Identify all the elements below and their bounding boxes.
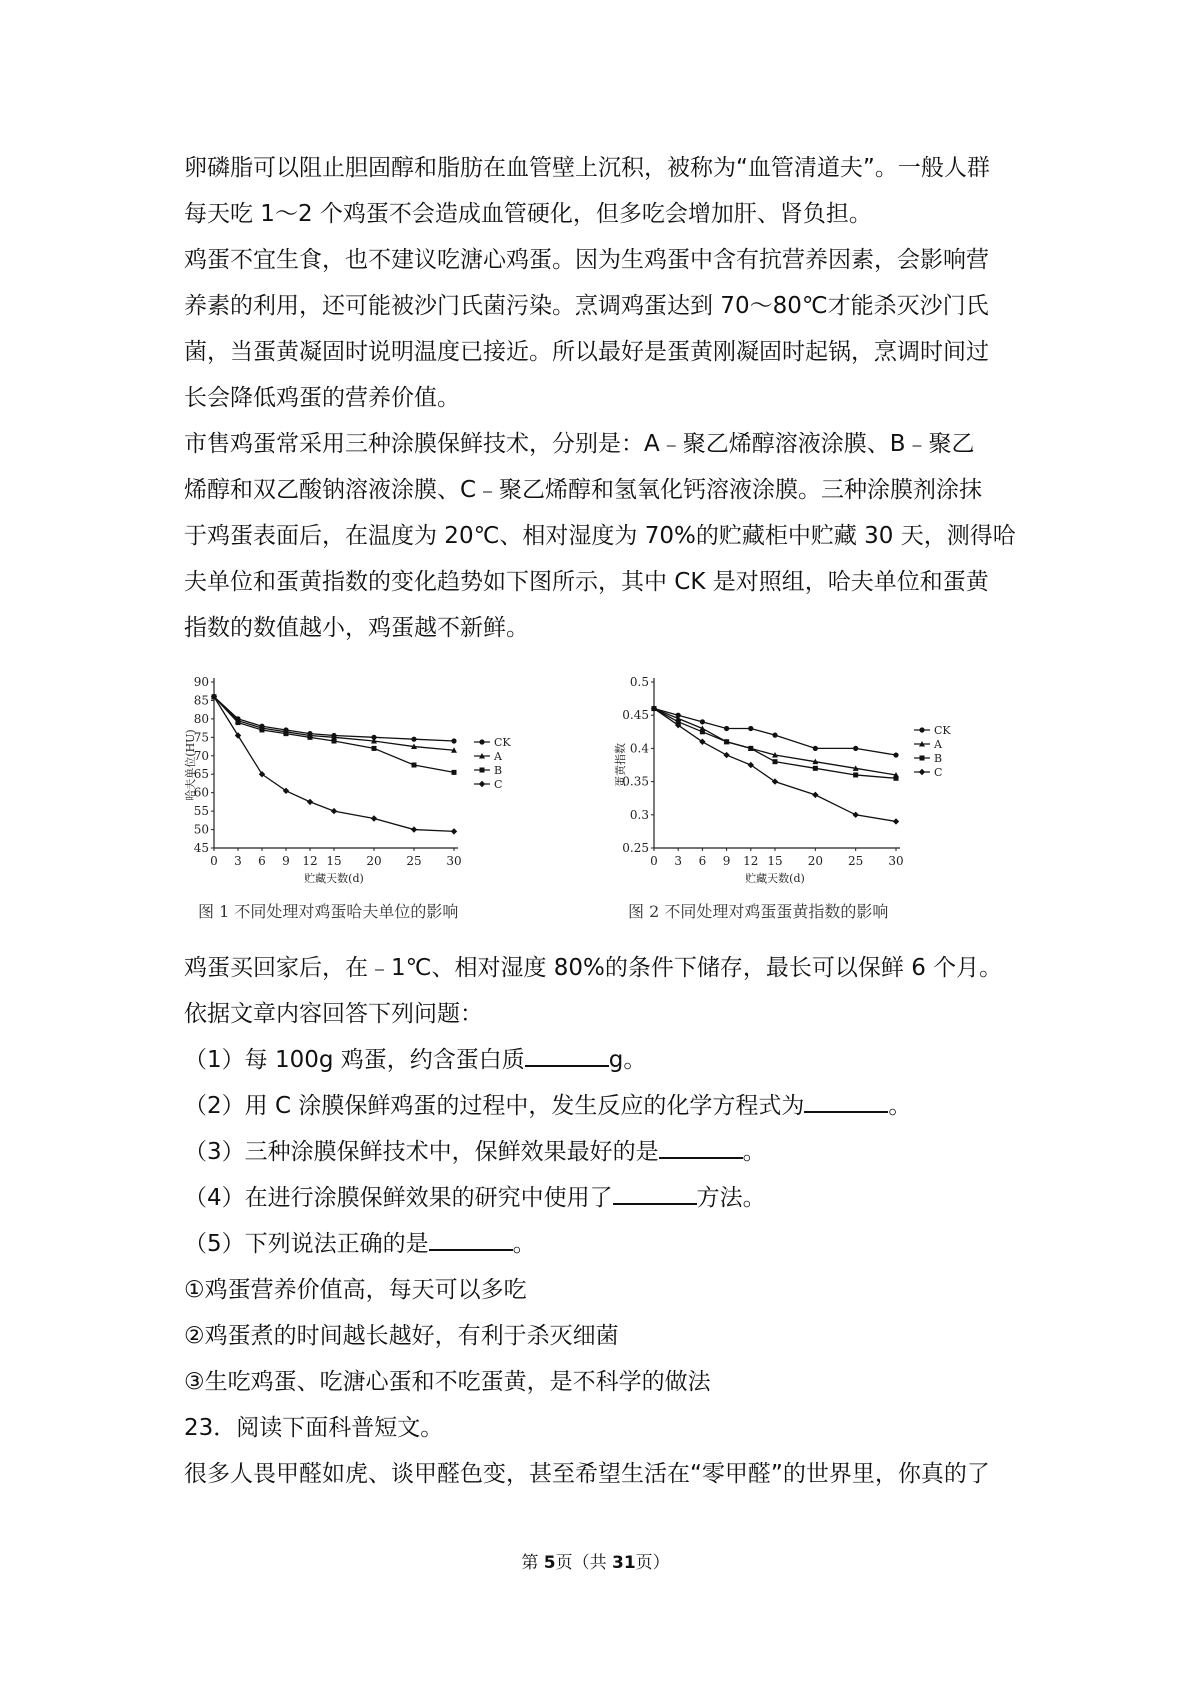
data-point bbox=[920, 756, 925, 761]
data-point bbox=[284, 731, 289, 736]
x-tick-label: 12 bbox=[743, 854, 759, 868]
data-point bbox=[724, 739, 729, 744]
option-3: ③生吃鸡蛋、吃溏心蛋和不吃蛋黄，是不科学的做法 bbox=[184, 1369, 711, 1395]
data-point bbox=[372, 746, 377, 751]
data-point bbox=[480, 768, 485, 773]
data-point bbox=[773, 759, 778, 764]
y-tick-label: 0.3 bbox=[629, 807, 649, 822]
x-tick-label: 6 bbox=[258, 854, 266, 868]
paragraph-line: 长会降低鸡蛋的营养价值。 bbox=[184, 385, 460, 411]
question-1-suffix: g。 bbox=[608, 1047, 647, 1073]
y-tick-label: 60 bbox=[193, 785, 209, 800]
y-tick-label: 80 bbox=[193, 711, 209, 726]
x-tick-label: 30 bbox=[888, 854, 904, 868]
paragraph-line: 卵磷脂可以阻止胆固醇和脂肪在血管壁上沉积，被称为“血管清道夫”。一般人群 bbox=[184, 155, 990, 181]
y-tick-label: 65 bbox=[193, 767, 209, 782]
data-point bbox=[260, 727, 265, 732]
data-point bbox=[371, 815, 377, 821]
figure-1-caption: 图 1 不同处理对鸡蛋哈夫单位的影响 bbox=[198, 902, 459, 921]
x-tick-label: 9 bbox=[722, 854, 731, 868]
data-point bbox=[479, 739, 484, 744]
data-point bbox=[772, 733, 777, 738]
x-tick-label: 12 bbox=[302, 854, 318, 868]
legend-entry bbox=[914, 752, 942, 765]
paragraph-line: 夫单位和蛋黄指数的变化趋势如下图所示，其中 CK 是对照组，哈夫单位和蛋黄 bbox=[184, 569, 989, 595]
questions-prompt: 依据文章内容回答下列问题： bbox=[184, 1001, 483, 1027]
data-point bbox=[748, 726, 753, 731]
footer-total-pages: 31 bbox=[611, 1553, 636, 1573]
legend-label: C bbox=[494, 778, 503, 791]
option-2: ②鸡蛋煮的时间越长越好，有利于杀灭细菌 bbox=[184, 1323, 619, 1349]
answer-blank bbox=[429, 1227, 513, 1251]
x-tick-label: 0 bbox=[210, 854, 218, 868]
x-tick-label: 3 bbox=[674, 854, 683, 868]
question-4 bbox=[184, 1175, 1024, 1221]
legend-entry bbox=[474, 736, 511, 749]
legend-label: B bbox=[934, 752, 943, 765]
figure-2 bbox=[614, 670, 1004, 922]
y-tick-label: 0.35 bbox=[622, 774, 649, 789]
series-c bbox=[211, 694, 457, 835]
paragraph-line: 烯醇和双乙酸钠溶液涂膜、C﹣聚乙烯醇和氢氧化钙溶液涂膜。三种涂膜剂涂抹 bbox=[184, 477, 983, 503]
question-1 bbox=[184, 1037, 1024, 1083]
yolk-index-chart bbox=[614, 670, 1004, 895]
data-point bbox=[700, 729, 705, 734]
question-23-heading: 23．阅读下面科普短文。 bbox=[184, 1415, 444, 1441]
series-line bbox=[654, 709, 896, 822]
footer-prefix: 第 bbox=[521, 1553, 544, 1573]
figure-2-caption: 图 2 不同处理对鸡蛋蛋黄指数的影响 bbox=[628, 902, 889, 921]
data-point bbox=[919, 727, 924, 732]
y-tick-label: 0.45 bbox=[622, 708, 649, 723]
data-point bbox=[308, 735, 313, 740]
data-point bbox=[724, 726, 729, 731]
legend-entry bbox=[474, 778, 502, 791]
question-4-suffix: 方法。 bbox=[696, 1185, 766, 1211]
data-point bbox=[236, 720, 241, 725]
questions-section bbox=[184, 945, 1024, 1497]
question-3-text: （3）三种涂膜保鲜技术中，保鲜效果最好的是 bbox=[184, 1139, 659, 1165]
data-point bbox=[332, 739, 337, 744]
y-tick-label: 90 bbox=[193, 675, 209, 689]
data-point bbox=[893, 818, 899, 824]
paragraph-line: 养素的利用，还可能被沙门氏菌污染。烹调鸡蛋达到 70～80℃才能杀灭沙门氏 bbox=[184, 293, 989, 319]
legend-label: A bbox=[494, 750, 502, 763]
question-5-text: （5）下列说法正确的是 bbox=[184, 1231, 429, 1257]
y-tick-label: 85 bbox=[193, 693, 209, 708]
data-point bbox=[451, 738, 456, 743]
data-point bbox=[479, 781, 485, 787]
question-1-text: （1）每 100g 鸡蛋，约含蛋白质 bbox=[184, 1047, 525, 1073]
series-a bbox=[651, 706, 899, 778]
x-tick-label: 3 bbox=[234, 854, 242, 868]
data-point bbox=[748, 746, 753, 751]
legend-entry bbox=[474, 764, 502, 777]
data-point bbox=[411, 826, 417, 832]
data-point bbox=[813, 746, 818, 751]
x-tick-label: 30 bbox=[446, 854, 462, 868]
data-point bbox=[700, 719, 705, 724]
article-body bbox=[184, 145, 1024, 651]
page-footer bbox=[0, 1548, 1191, 1573]
question-2 bbox=[184, 1083, 1024, 1129]
answer-blank bbox=[804, 1089, 888, 1113]
data-point bbox=[813, 766, 818, 771]
data-point bbox=[235, 732, 241, 738]
legend-label: B bbox=[494, 764, 503, 777]
figure-1 bbox=[184, 670, 544, 922]
y-tick-label: 75 bbox=[193, 730, 209, 745]
legend-label: CK bbox=[494, 736, 511, 749]
paragraph-line: 指数的数值越小，鸡蛋越不新鲜。 bbox=[184, 615, 529, 641]
paragraph-line: 鸡蛋不宜生食，也不建议吃溏心鸡蛋。因为生鸡蛋中含有抗营养因素，会影响营 bbox=[184, 247, 989, 273]
legend-label: C bbox=[934, 766, 943, 779]
series-line bbox=[654, 709, 896, 755]
figures-row bbox=[184, 670, 1004, 935]
footer-page-number: 5 bbox=[543, 1553, 556, 1573]
option-1: ①鸡蛋营养价值高，每天可以多吃 bbox=[184, 1277, 527, 1303]
x-tick-label: 20 bbox=[807, 854, 823, 868]
y-tick-label: 0.25 bbox=[622, 841, 649, 855]
x-axis-label: 贮藏天数(d) bbox=[304, 872, 364, 885]
answer-blank bbox=[613, 1181, 697, 1205]
question-3 bbox=[184, 1129, 1024, 1175]
answer-blank bbox=[525, 1043, 609, 1067]
x-tick-label: 15 bbox=[767, 854, 783, 868]
x-tick-label: 9 bbox=[282, 854, 290, 868]
y-tick-label: 0.4 bbox=[629, 741, 649, 756]
answer-blank bbox=[659, 1135, 743, 1159]
data-point bbox=[894, 776, 899, 781]
storage-text: 鸡蛋买回家后，在﹣1℃、相对湿度 80%的条件下储存，最长可以保鲜 6 个月。 bbox=[184, 955, 1003, 981]
question-23-text: 很多人畏甲醛如虎、谈甲醛色变，甚至希望生活在“零甲醛”的世界里，你真的了 bbox=[184, 1461, 990, 1487]
legend-entry bbox=[914, 738, 943, 751]
data-point bbox=[852, 812, 858, 818]
data-point bbox=[812, 792, 818, 798]
paragraph-line: 于鸡蛋表面后，在温度为 20℃、相对湿度为 70%的贮藏柜中贮藏 30 天，测得哈 bbox=[184, 523, 1016, 549]
paragraph-line: 市售鸡蛋常采用三种涂膜保鲜技术，分别是：A﹣聚乙烯醇溶液涂膜、B﹣聚乙 bbox=[184, 431, 975, 457]
y-tick-label: 50 bbox=[193, 822, 209, 837]
x-tick-label: 25 bbox=[848, 854, 864, 868]
question-2-text: （2）用 C 涂膜保鲜鸡蛋的过程中，发生反应的化学方程式为 bbox=[184, 1093, 805, 1119]
x-tick-label: 6 bbox=[698, 854, 707, 868]
data-point bbox=[893, 752, 898, 757]
question-2-suffix: 。 bbox=[888, 1093, 912, 1119]
legend-entry bbox=[914, 766, 942, 779]
x-axis-label: 贮藏天数(d) bbox=[745, 872, 805, 885]
y-tick-label: 55 bbox=[193, 804, 209, 819]
legend-entry bbox=[474, 750, 503, 763]
y-tick-label: 0.5 bbox=[629, 675, 649, 689]
question-4-text: （4）在进行涂膜保鲜效果的研究中使用了 bbox=[184, 1185, 613, 1211]
data-point bbox=[853, 772, 858, 777]
paragraph-line: 每天吃 1～2 个鸡蛋不会造成血管硬化，但多吃会增加肝、肾负担。 bbox=[184, 201, 872, 227]
legend-label: A bbox=[934, 738, 942, 751]
data-point bbox=[411, 737, 416, 742]
footer-middle: 页（共 bbox=[555, 1553, 612, 1573]
haugh-unit-chart bbox=[184, 670, 544, 895]
x-tick-label: 15 bbox=[326, 854, 342, 868]
data-point bbox=[331, 808, 337, 814]
data-point bbox=[412, 763, 417, 768]
y-axis-label: 哈夫单位(HU) bbox=[184, 729, 197, 801]
y-tick-label: 45 bbox=[193, 841, 209, 855]
data-point bbox=[452, 770, 457, 775]
x-tick-label: 0 bbox=[650, 854, 658, 868]
footer-suffix: 页） bbox=[635, 1553, 670, 1573]
question-5 bbox=[184, 1221, 1024, 1267]
data-point bbox=[451, 828, 457, 834]
paragraph-line: 菌，当蛋黄凝固时说明温度已接近。所以最好是蛋黄刚凝固时起锅，烹调时间过 bbox=[184, 339, 989, 365]
legend-label: CK bbox=[934, 724, 951, 737]
question-3-suffix: 。 bbox=[742, 1139, 766, 1165]
question-5-suffix: 。 bbox=[512, 1231, 536, 1257]
data-point bbox=[853, 746, 858, 751]
x-tick-label: 20 bbox=[366, 854, 382, 868]
y-tick-label: 70 bbox=[193, 748, 209, 763]
legend-entry bbox=[914, 724, 951, 737]
data-point bbox=[919, 769, 925, 775]
y-axis-label: 蛋黄指数 bbox=[614, 743, 627, 787]
data-point bbox=[723, 752, 729, 758]
series-a bbox=[211, 694, 457, 753]
x-tick-label: 25 bbox=[406, 854, 422, 868]
data-point bbox=[307, 799, 313, 805]
